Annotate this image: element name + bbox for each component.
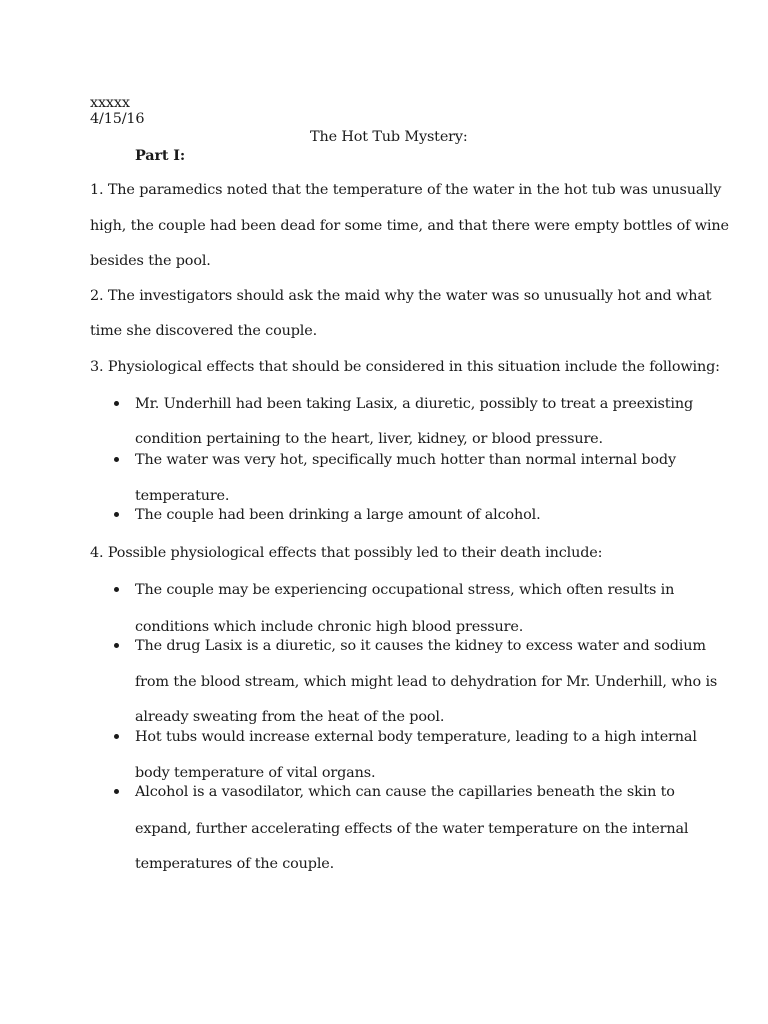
q3-bullet-2-line-1: The water was very hot, specifically much hotter than normal internal body — [135, 452, 676, 468]
q1-line-3: besides the pool. — [90, 253, 211, 269]
bullet-icon — [114, 734, 119, 739]
q3-intro: 3. Physiological effects that should be considered in this situation include the following: — [90, 359, 720, 375]
bullet-icon — [114, 512, 119, 517]
q4-bullet-4-line-1: Alcohol is a vasodilator, which can cause the capillaries beneath the skin to — [135, 784, 675, 800]
document-date: 4/15/16 — [90, 111, 145, 127]
author-name: xxxxx — [90, 95, 130, 111]
q4-bullet-4-line-2: expand, further accelerating effects of the water temperature on the internal — [135, 821, 689, 837]
q4-intro: 4. Possible physiological effects that possibly led to their death include: — [90, 545, 603, 561]
q3-bullet-3-line-1: The couple had been drinking a large amount of alcohol. — [135, 507, 541, 523]
q4-bullet-3-line-1: Hot tubs would increase external body temperature, leading to a high internal — [135, 729, 697, 745]
bullet-icon — [114, 587, 119, 592]
q3-bullet-2-line-2: temperature. — [135, 488, 230, 504]
bullet-icon — [114, 401, 119, 406]
bullet-icon — [114, 789, 119, 794]
q3-bullet-1-line-2: condition pertaining to the heart, liver, kidney, or blood pressure. — [135, 431, 603, 447]
q1-line-2: high, the couple had been dead for some time, and that there were empty bottles of wine — [90, 218, 729, 234]
bullet-icon — [114, 457, 119, 462]
q4-bullet-1-line-2: conditions which include chronic high blood pressure. — [135, 619, 524, 635]
q2-line-1: 2. The investigators should ask the maid why the water was so unusually hot and what — [90, 288, 712, 304]
q3-bullet-1-line-1: Mr. Underhill had been taking Lasix, a diuretic, possibly to treat a preexisting — [135, 396, 694, 412]
document-title: The Hot Tub Mystery: — [310, 129, 468, 145]
q4-bullet-2-line-2: from the blood stream, which might lead to dehydration for Mr. Underhill, who is — [135, 674, 718, 690]
part-heading: Part I: — [135, 147, 185, 164]
q4-bullet-4-line-3: temperatures of the couple. — [135, 856, 335, 872]
bullet-icon — [114, 643, 119, 648]
q4-bullet-2-line-1: The drug Lasix is a diuretic, so it causes the kidney to excess water and sodium — [135, 638, 706, 654]
q4-bullet-2-line-3: already sweating from the heat of the pool. — [135, 709, 445, 725]
q2-line-2: time she discovered the couple. — [90, 323, 318, 339]
q1-line-1: 1. The paramedics noted that the temperature of the water in the hot tub was unusually — [90, 182, 722, 198]
q4-bullet-3-line-2: body temperature of vital organs. — [135, 765, 376, 781]
q4-bullet-1-line-1: The couple may be experiencing occupational stress, which often results in — [135, 582, 675, 598]
